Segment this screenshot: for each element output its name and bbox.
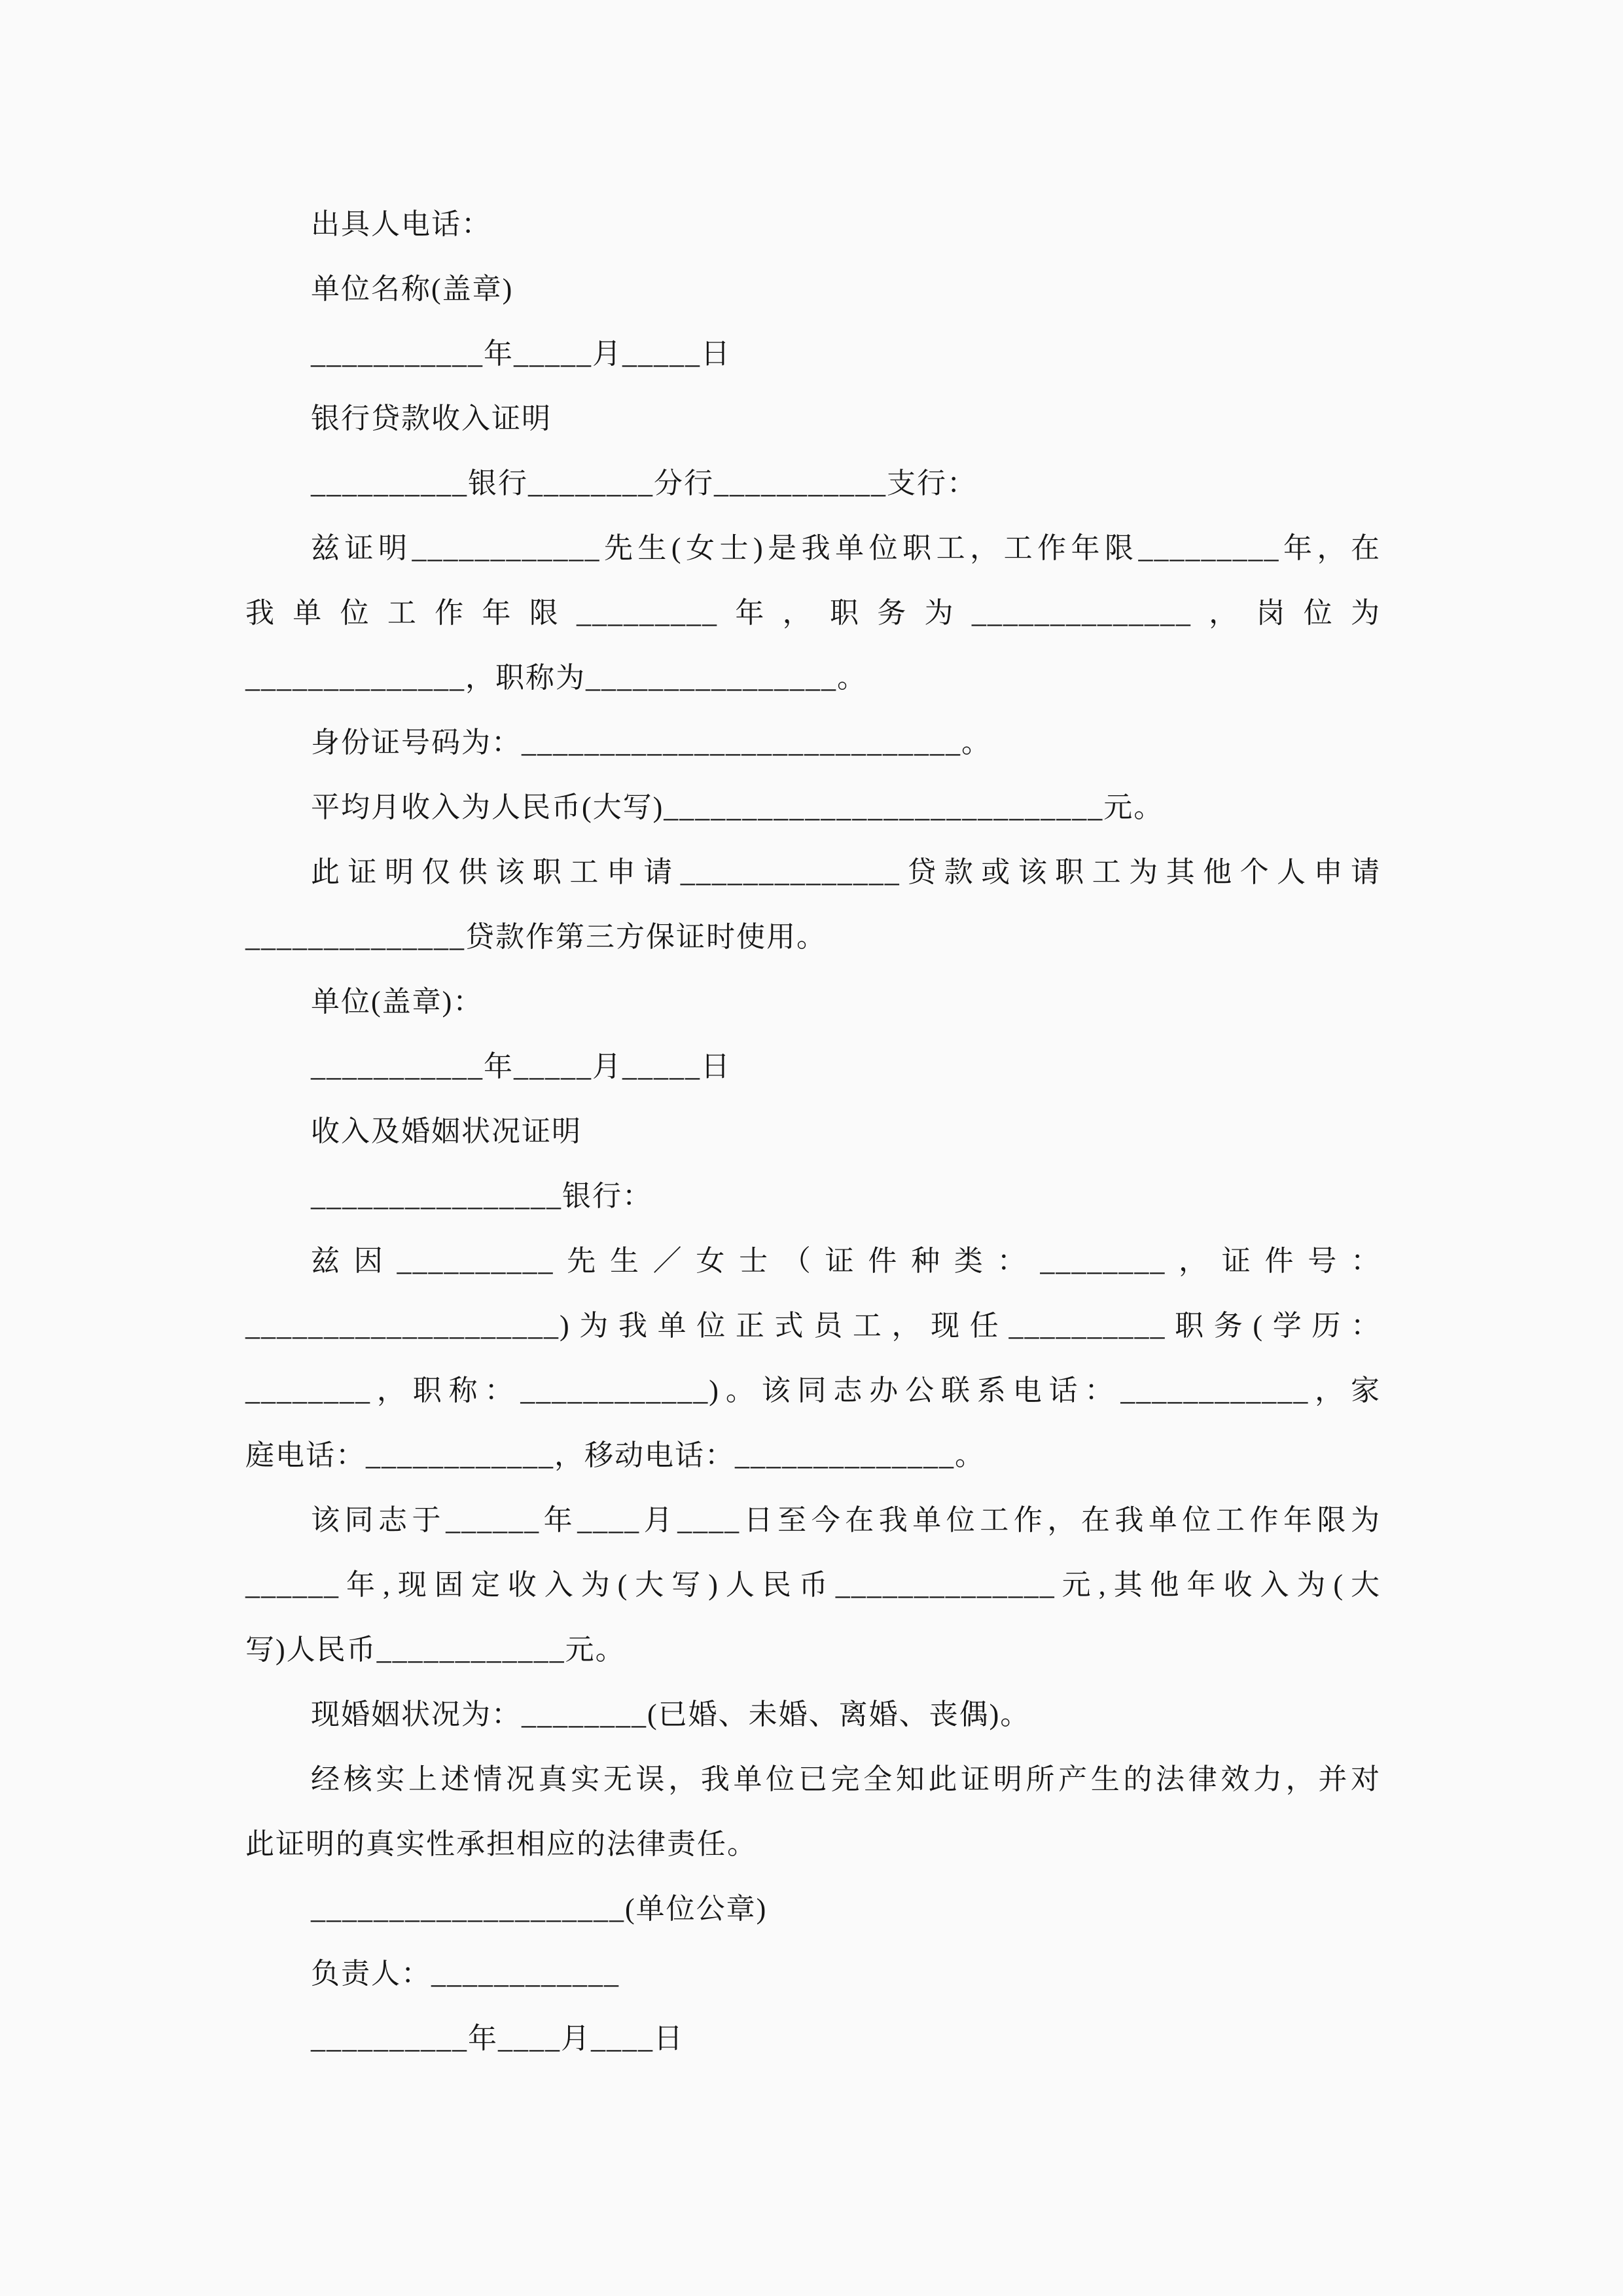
document-line: 单位名称(盖章) xyxy=(311,273,514,305)
document-line: 平均月收入为人民币(大写)____________________________元。 xyxy=(311,791,1164,823)
document-line: ______________贷款作第三方保证时使用。 xyxy=(245,921,827,953)
document-line: 单位(盖章)： xyxy=(311,986,484,1018)
document-line: 兹证明____________先生(女士)是我单位职工，工作年限_________年，在 xyxy=(311,532,1381,564)
document-line: 此证明仅供该职工申请______________贷款或该职工为其他个人申请 xyxy=(311,856,1381,888)
document-line: ________，职称：____________)。该同志办公联系电话：____________，家 xyxy=(245,1374,1381,1407)
document-line: 此证明的真实性承担相应的法律责任。 xyxy=(245,1828,757,1860)
document-line: ________________银行： xyxy=(311,1180,652,1212)
document-line: ____________________)为我单位正式员工，现任__________职务(学历： xyxy=(245,1310,1381,1342)
document-line: 兹因__________先生／女士（证件种类：________，证件号： xyxy=(311,1245,1381,1277)
document-line: 收入及婚姻状况证明 xyxy=(311,1115,582,1147)
document-line: 我单位工作年限_________年，职务为______________，岗位为 xyxy=(245,597,1381,629)
document-line: 负责人：____________ xyxy=(311,1958,620,1990)
document-body xyxy=(245,192,1381,2071)
document-line: ______________，职称为________________。 xyxy=(245,662,867,694)
document-line: __________银行________分行___________支行： xyxy=(311,467,977,499)
document-line: 庭电话：____________，移动电话：______________。 xyxy=(245,1439,985,1471)
document-line: 该同志于______年____月____日至今在我单位工作，在我单位工作年限为 xyxy=(311,1504,1381,1536)
document-line: ______年,现固定收入为(大写)人民币______________元,其他年收入为(大 xyxy=(245,1569,1381,1601)
document-line: ___________年_____月_____日 xyxy=(311,1050,731,1083)
document-line: 银行贷款收入证明 xyxy=(311,403,552,435)
document-line: ____________________(单位公章) xyxy=(311,1893,768,1925)
document-line: ___________年_____月_____日 xyxy=(311,338,731,370)
document-line: 身份证号码为：____________________________。 xyxy=(311,726,991,759)
document-line: 写)人民币____________元。 xyxy=(245,1634,626,1666)
document-line: 经核实上述情况真实无误，我单位已完全知此证明所产生的法律效力，并对 xyxy=(311,1763,1381,1795)
document-line: 现婚姻状况为：________(已婚、未婚、离婚、丧偶)。 xyxy=(311,1698,1031,1731)
document-line: __________年____月____日 xyxy=(311,2022,684,2054)
document-line: 出具人电话： xyxy=(311,208,491,240)
